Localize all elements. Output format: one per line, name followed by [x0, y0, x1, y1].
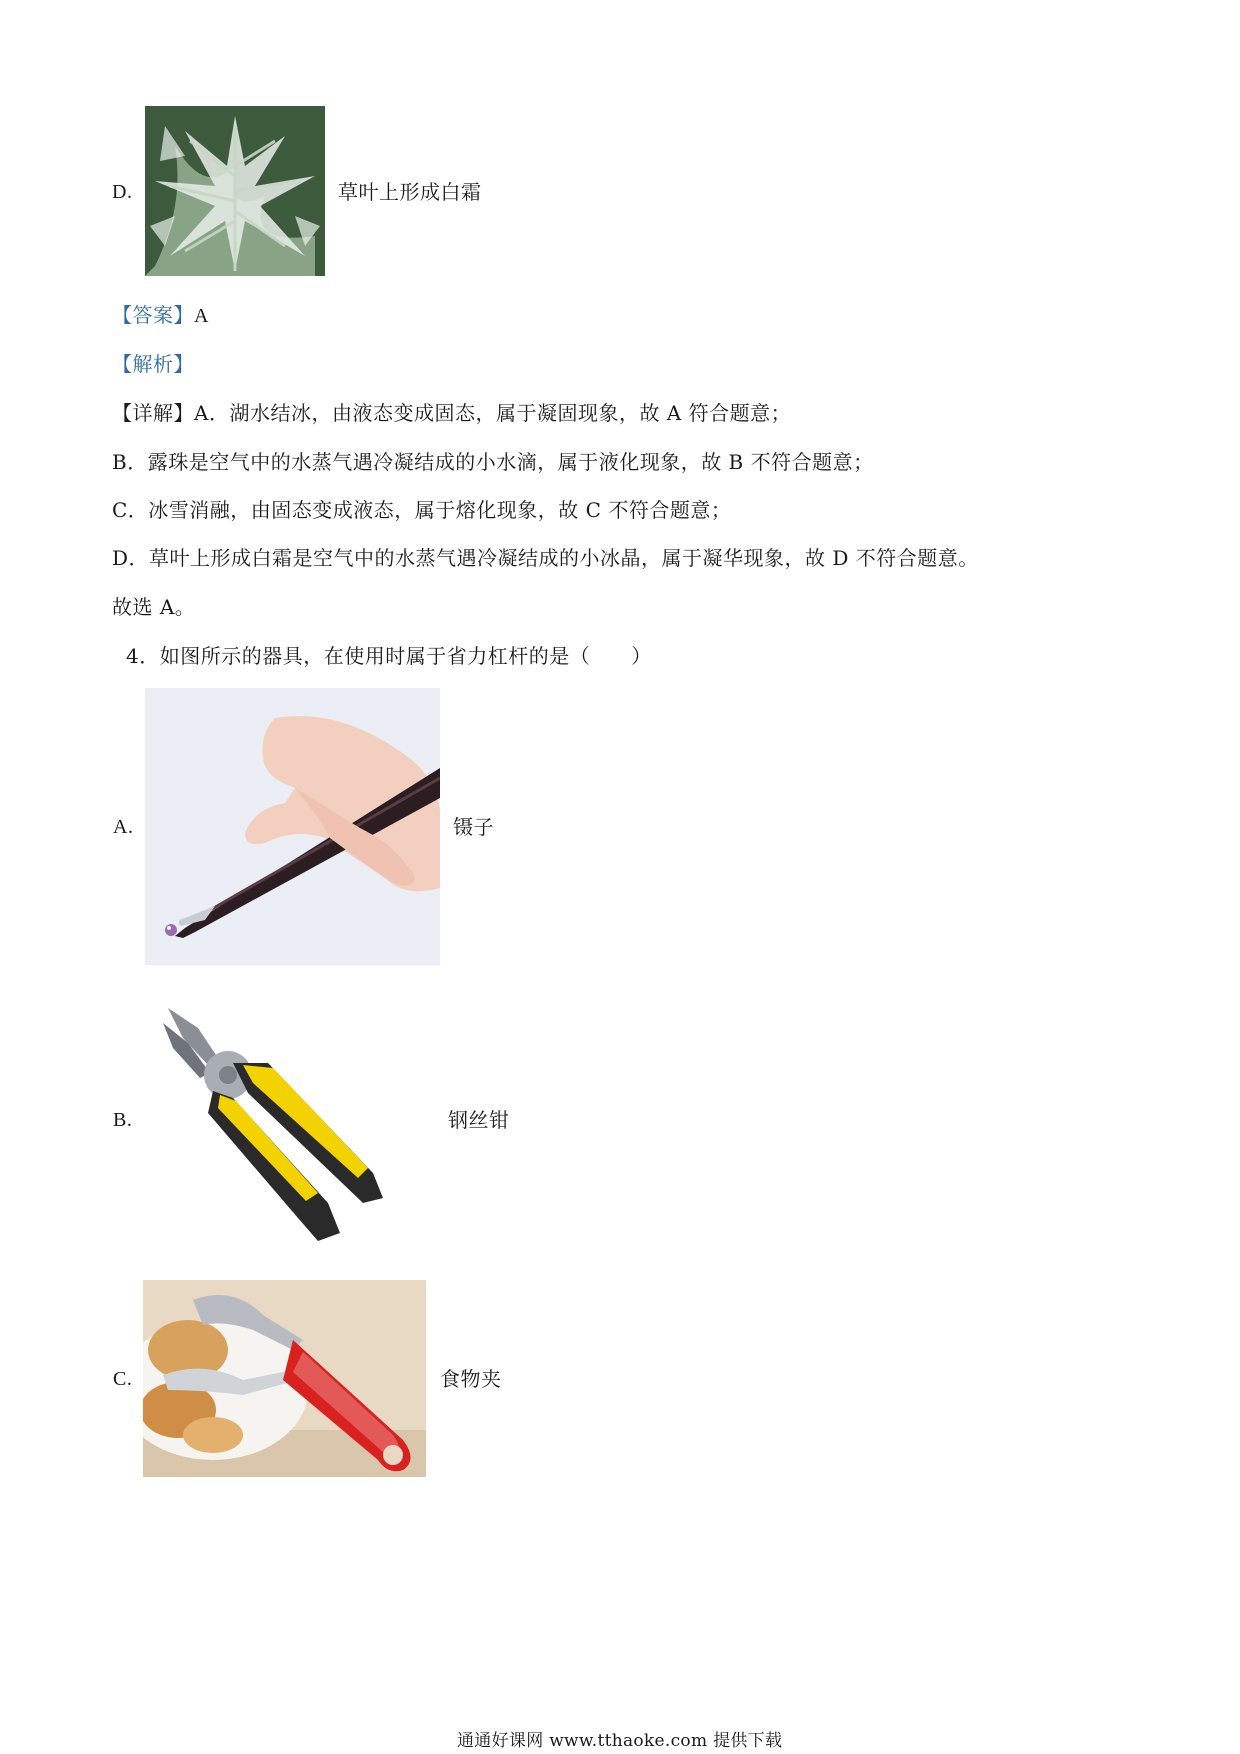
- answer-label: 【答案】: [112, 303, 194, 327]
- detail-a-text: A．湖水结冰，由液态变成固态，属于凝固现象，故 A 符合题意；: [194, 401, 792, 425]
- detail-line-a: [112, 399, 791, 427]
- detail-line-d: D．草叶上形成白霜是空气中的水蒸气遇冷凝结成的小冰晶，属于凝华现象，故 D 不符合题意。: [112, 546, 979, 570]
- analysis-label: 【解析】: [112, 352, 194, 376]
- answer-value: A: [194, 305, 209, 327]
- option-c-letter: C.: [113, 1368, 133, 1390]
- option-b-caption: 钢丝钳: [448, 1108, 510, 1132]
- food-tongs-image: [143, 1280, 426, 1477]
- tweezers-image: [145, 688, 440, 965]
- detail-line-b: B．露珠是空气中的水蒸气遇冷凝结成的小水滴，属于液化现象，故 B 不符合题意；: [112, 450, 874, 474]
- option-a-caption: 镊子: [453, 815, 494, 839]
- frost-image: [145, 106, 325, 276]
- pliers-image: [158, 1003, 428, 1248]
- detail-conclusion: 故选 A。: [112, 595, 196, 619]
- detail-line-c: C．冰雪消融，由固态变成液态，属于熔化现象，故 C 不符合题意；: [112, 498, 732, 522]
- option-a-letter: A.: [113, 816, 134, 838]
- option-d-letter: D.: [112, 181, 133, 203]
- footer-credit[interactable]: 通通好课网 www.tthaoke.com 提供下载: [457, 1731, 783, 1751]
- option-d-caption: 草叶上形成白霜: [338, 180, 482, 204]
- answer-line: [112, 301, 209, 330]
- option-b-letter: B.: [113, 1109, 133, 1131]
- question-4-stem: 4．如图所示的器具，在使用时属于省力杠杆的是（ ）: [126, 644, 652, 668]
- detail-label: 【详解】: [112, 401, 194, 425]
- option-c-caption: 食物夹: [440, 1367, 502, 1391]
